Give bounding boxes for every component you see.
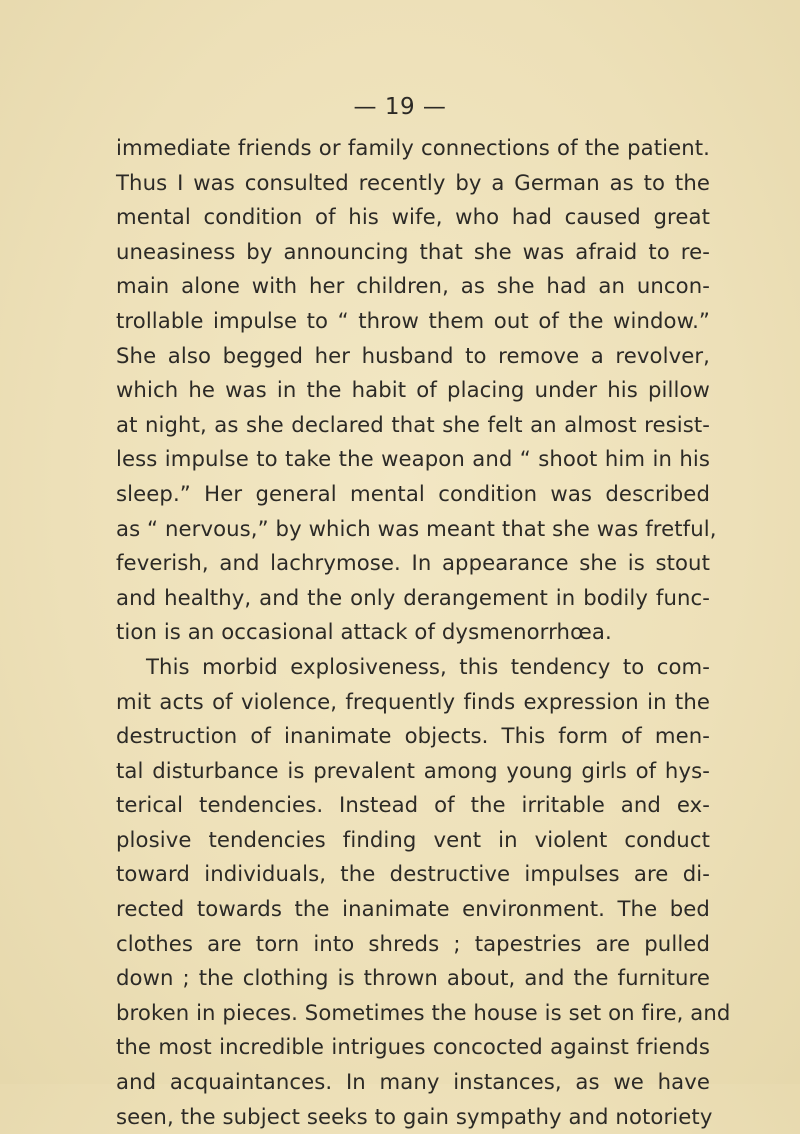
text-line: broken in pieces. Sometimes the house is set on fire, and	[116, 999, 731, 1025]
text-line: plosive tendencies finding vent in violent conduct	[116, 826, 710, 852]
text-line: rected towards the inanimate environment. The bed	[116, 896, 710, 922]
text-line: She also begged her husband to remove a revolver,	[116, 342, 710, 368]
text-line: down ; the clothing is thrown about, and the furniture	[116, 965, 710, 991]
text-line: Thus I was consulted recently by a German as to the	[116, 169, 710, 195]
text-line: immediate friends or family connections of the patient.	[116, 135, 710, 160]
text-line: and healthy, and the only derangement in bodily func-	[116, 584, 710, 610]
text-line: sleep.” Her general mental condition was described	[116, 480, 710, 506]
text-line: tal disturbance is prevalent among young girls of hys-	[116, 757, 710, 783]
text-line: main alone with her children, as she had an uncon-	[116, 273, 710, 299]
text-line: the most incredible intrigues concocted against friends	[116, 1034, 710, 1060]
page-number: — 19 —	[353, 94, 447, 120]
text-line: less impulse to take the weapon and “ shoot him in his	[116, 446, 710, 472]
text-line: feverish, and lachrymose. In appearance she is stout	[116, 550, 710, 576]
text-line: at night, as she declared that she felt an almost resist-	[116, 411, 710, 437]
text-line: seen, the subject seeks to gain sympathy and notoriety	[116, 1103, 713, 1129]
text-line: as “ nervous,” by which was meant that she was fretful,	[116, 515, 717, 541]
text-line: clothes are torn into shreds ; tapestries are pulled	[116, 930, 710, 956]
text-line: This morbid explosiveness, this tendency to com-	[146, 653, 710, 679]
text-line: which he was in the habit of placing under his pillow	[116, 377, 710, 403]
text-line: trollable impulse to “ throw them out of the window.”	[116, 307, 710, 333]
text-line: toward individuals, the destructive impulses are di-	[116, 861, 710, 887]
text-line: terical tendencies. Instead of the irritable and ex-	[116, 792, 710, 818]
text-line: uneasiness by announcing that she was afraid to re-	[116, 238, 710, 264]
text-line: destruction of inanimate objects. This form of men-	[116, 723, 710, 749]
text-line: tion is an occasional attack of dysmenorrhœa.	[116, 619, 612, 645]
body-text	[116, 131, 731, 1134]
text-line: and acquaintances. In many instances, as we have	[116, 1069, 710, 1095]
text-line: mental condition of his wife, who had caused great	[116, 204, 710, 230]
text-line: mit acts of violence, frequently finds expression in the	[116, 688, 710, 714]
